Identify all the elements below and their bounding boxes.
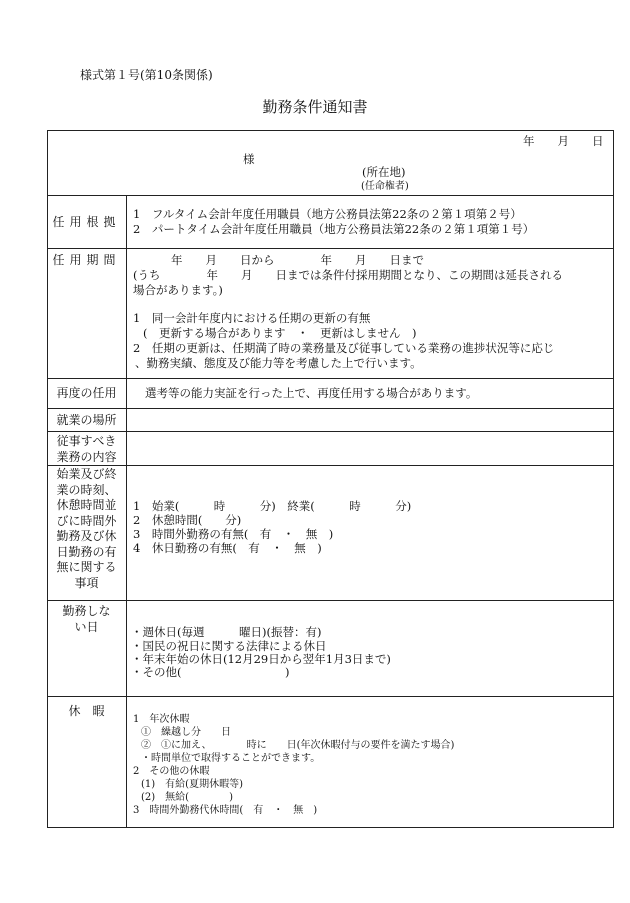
working-hours-label: 始業及び終業の時刻、休憩時間並びに時間外勤務及び休日勤務の有無に関する事項	[56, 467, 117, 590]
days-off-item: ・その他( )	[131, 665, 290, 679]
renewal-title: 1 同一会計年度内における任期の更新の有無	[133, 311, 371, 325]
row-divider	[47, 408, 614, 409]
row-divider	[47, 696, 614, 697]
row-divider	[47, 431, 614, 432]
form-number: 様式第１号(第10条関係)	[80, 68, 213, 82]
document-title: 勤務条件通知書	[262, 98, 368, 116]
appointment-basis-item: 1 フルタイム会計年度任用職員（地方公務員法第22条の２第１項第２号）	[133, 207, 522, 221]
days-off-item: ・年末年始の休日(12月29日から翌年1月3日まで)	[131, 652, 391, 666]
date-field: 年 月 日	[523, 134, 604, 148]
leave-item: 2 その他の休暇	[133, 766, 210, 777]
period-dates: 年 月 日から 年 月 日まで	[171, 253, 424, 267]
leave-item: 1 年次休暇	[133, 714, 190, 725]
reappointment-label: 再度の任用	[56, 386, 117, 400]
row-divider	[47, 600, 614, 601]
addressee-suffix: 様	[243, 152, 255, 166]
renewal-note: 2 任期の更新は、任期満了時の業務量及び従事している業務の進捗状況等に応じ	[133, 341, 555, 355]
row-divider	[47, 248, 614, 249]
days-off-item: ・週休日(毎週 曜日)(振替：有)	[131, 625, 322, 639]
probation-note: 場合があります。)	[133, 283, 223, 297]
leave-item: 3 時間外勤務代休時間( 有 ・ 無 )	[133, 805, 318, 816]
working-hours-item: 1 始業( 時 分) 終業( 時 分)	[133, 499, 412, 513]
leave-item: ・時間単位で取得することができます。	[141, 753, 321, 764]
working-hours-item: 3 時間外勤務の有無( 有 ・ 無 )	[133, 527, 334, 541]
days-off-label: 勤務しない日	[62, 604, 111, 634]
appointment-period-label: 任用期間	[52, 253, 121, 267]
renewal-options: ( 更新する場合があります ・ 更新はしません )	[143, 326, 417, 340]
row-divider	[47, 465, 614, 466]
working-hours-item: 2 休憩時間( 分)	[133, 513, 242, 527]
column-divider	[126, 195, 127, 828]
probation-period: (うち 年 月 日までは条件付採用期間となり、この期間は延長される	[133, 268, 563, 282]
appointment-basis-label: 任用根拠	[52, 215, 121, 229]
leave-item: (1) 有給(夏期休暇等)	[141, 779, 243, 790]
reappointment-text: 選考等の能力実証を行った上で、再度任用する場合があります。	[145, 386, 478, 400]
days-off-item: ・国民の祝日に関する法律による休日	[131, 639, 327, 653]
workplace-label: 就業の場所	[56, 413, 117, 427]
location-label: (所在地)	[362, 165, 406, 179]
row-divider	[47, 195, 614, 196]
duties-label: 従事すべき業務の内容	[56, 434, 117, 464]
row-divider	[47, 378, 614, 379]
leave-item: (2) 無給( )	[141, 792, 233, 803]
renewal-note: 、勤務実績、態度及び能力等を考慮した上で行います。	[135, 356, 422, 370]
appointment-basis-item: 2 パートタイム会計年度任用職員（地方公務員法第22条の２第１項第１号）	[133, 222, 535, 236]
working-hours-item: 4 休日勤務の有無( 有 ・ 無 )	[133, 541, 322, 555]
leave-item: ② ①に加え、 時に 日(年次休暇付与の要件を満たす場合)	[141, 740, 455, 751]
leave-item: ① 繰越し分 日	[141, 727, 231, 738]
leave-label: 休 暇	[68, 704, 105, 718]
appointer-label: (任命権者)	[361, 181, 409, 192]
